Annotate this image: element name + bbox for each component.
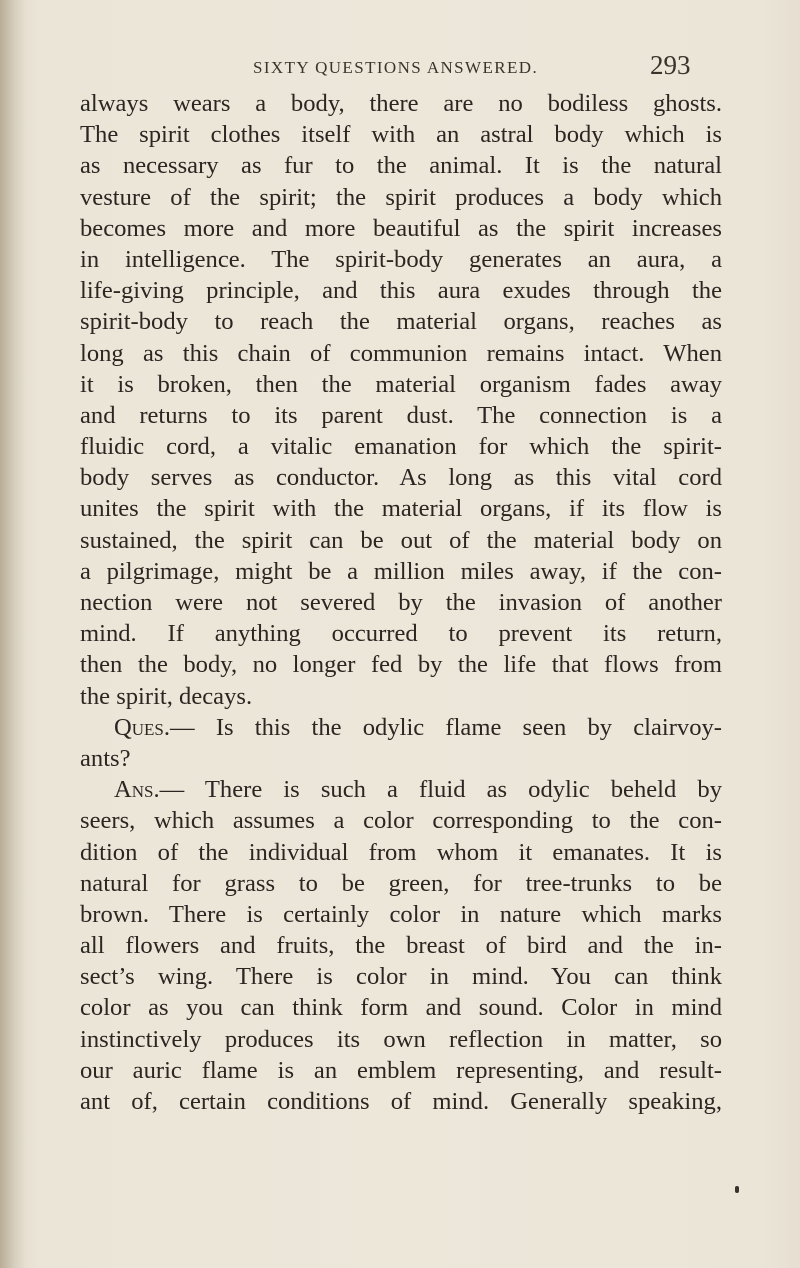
answer-line: natural for grass to be green, for tree-trunks to be xyxy=(80,869,722,897)
answer-line: ant of, certain conditions of mind. Generally speaking, xyxy=(80,1088,722,1115)
binding-shadow xyxy=(0,0,26,1268)
question-line xyxy=(80,712,722,743)
text-line: long as this chain of communion remains intact. When xyxy=(80,339,722,367)
question-label: Ques. xyxy=(114,713,171,741)
question-text: — Is this the odylic flame seen by clairvoy- xyxy=(170,713,722,741)
text-line: spirit-body to reach the material organs, reaches as xyxy=(80,308,722,336)
text-line: mind. If anything occurred to prevent its return, xyxy=(80,620,722,648)
text-line: in intelligence. The spirit-body generates an aura, a xyxy=(80,245,722,273)
answer-line: brown. There is certainly color in nature which marks xyxy=(80,900,722,928)
text-line: always wears a body, there are no bodiless ghosts. xyxy=(80,90,722,117)
running-head: SIXTY QUESTIONS ANSWERED. xyxy=(253,58,539,77)
answer-line: our auric flame is an emblem representing, and result- xyxy=(80,1056,722,1084)
answer-line: all flowers and fruits, the breast of bird and the in- xyxy=(80,932,722,960)
text-line: unites the spirit with the material organs, if its flow is xyxy=(80,495,722,523)
text-line: nection were not severed by the invasion of another xyxy=(80,589,722,616)
body-text xyxy=(80,88,722,1117)
text-line: vesture of the spirit; the spirit produces a body which xyxy=(80,183,722,211)
text-line: the spirit, decays. xyxy=(80,682,253,710)
question-line: ants? xyxy=(80,744,131,772)
answer-line: dition of the individual from whom it emanates. It is xyxy=(80,838,722,866)
text-line: a pilgrimage, might be a million miles away, if the con- xyxy=(80,557,722,585)
page-number: 293 xyxy=(650,50,691,80)
answer-line: instinctively produces its own reflection in matter, so xyxy=(80,1025,722,1053)
text-line: life-giving principle, and this aura exudes through the xyxy=(80,277,722,305)
text-line: sustained, the spirit can be out of the material body on xyxy=(80,526,722,554)
text-line: then the body, no longer fed by the life that flows from xyxy=(80,651,722,679)
ink-speck xyxy=(735,1186,739,1193)
text-line: as necessary as fur to the animal. It is the natural xyxy=(80,152,722,180)
answer-line: seers, which assumes a color corresponding to the con- xyxy=(80,807,722,835)
answer-label: Ans. xyxy=(114,776,160,804)
answer-line: sect’s wing. There is color in mind. You can think xyxy=(80,963,722,991)
text-line: and returns to its parent dust. The connection is a xyxy=(80,401,722,429)
text-line: fluidic cord, a vitalic emanation for which the spirit- xyxy=(80,433,722,461)
text-line: The spirit clothes itself with an astral body which is xyxy=(80,121,722,149)
answer-text: — There is such a fluid as odylic beheld by xyxy=(159,776,722,804)
text-line: body serves as conductor. As long as this vital cord xyxy=(80,464,722,492)
answer-line xyxy=(80,774,722,805)
text-line: becomes more and more beautiful as the spirit increases xyxy=(80,214,722,242)
answer-line: color as you can think form and sound. Color in mind xyxy=(80,994,722,1022)
text-line: it is broken, then the material organism fades away xyxy=(80,370,722,398)
